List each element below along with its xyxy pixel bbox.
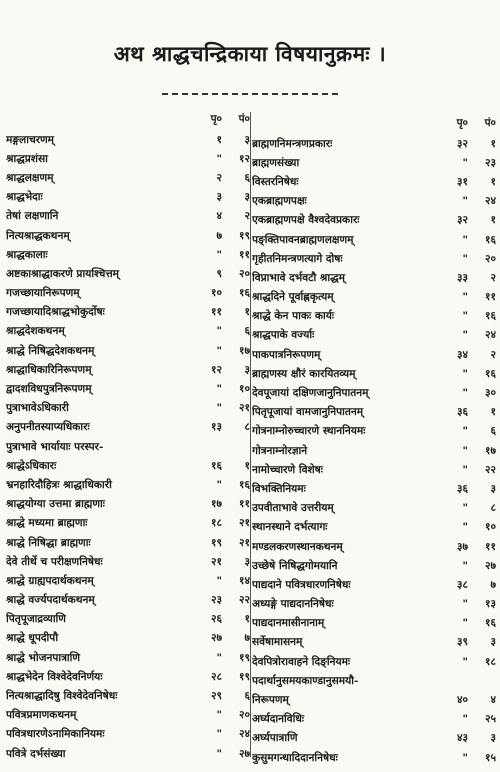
entry-page: ३२ <box>456 137 468 150</box>
entry-title: श्राद्धाधिकारिनिरूपणम् <box>6 363 92 376</box>
toc-entry <box>252 192 496 211</box>
entry-title: पदार्थानुसमयकाण्डानुसमयौ- <box>252 674 359 687</box>
entry-line: ७ <box>244 632 250 645</box>
entry-line: ११ <box>238 498 250 511</box>
entry-title: श्राद्धे ग्राह्यपदार्थकथनम् <box>6 574 94 587</box>
toc-entry <box>6 188 250 207</box>
page-header: पृ० <box>210 113 222 125</box>
entry-line: २४ <box>238 728 250 741</box>
entry-title: पाद्यदाने पवित्रधारणनिषेधः <box>252 578 351 591</box>
toc-entry <box>6 629 250 648</box>
toc-entry <box>252 153 496 172</box>
entry-page: २८ <box>210 670 222 683</box>
entry-title: नित्यश्राद्धकथनम् <box>6 229 70 242</box>
entry-page: १३ <box>210 421 222 434</box>
toc-entry <box>252 614 496 633</box>
toc-entry <box>6 610 250 629</box>
page-header: पृ० <box>456 117 468 129</box>
entry-title: एकब्राह्मणपक्षे वैश्वदेवप्रकारः <box>252 214 360 227</box>
entry-title: ब्राह्मणस्य क्षौरं कारयितव्यम् <box>252 367 356 380</box>
entry-title: श्राद्धकालाः <box>6 248 48 261</box>
entry-title: श्राद्धे निषिद्धदेशकथनम् <box>6 344 95 357</box>
toc-entry <box>252 288 496 307</box>
entry-line: ३ <box>244 133 250 146</box>
entry-line: ३ <box>244 363 250 376</box>
entry-line: ३ <box>490 482 496 495</box>
line-header: पं० <box>238 113 250 125</box>
entry-page: ३८ <box>456 578 468 591</box>
entry-line: ७ <box>490 578 496 591</box>
right-column-header <box>252 116 496 132</box>
entry-title: भ्रनहारिदौहित्रः श्राद्धाधिकारी <box>6 478 112 491</box>
entry-title: गोत्रनाम्नोरज्ञाने <box>252 444 308 457</box>
toc-entry <box>252 211 496 230</box>
entry-page: ३२ <box>456 214 468 227</box>
entry-title: मण्डलकरणस्थानकथनम् <box>252 540 343 553</box>
entry-page: २९ <box>210 690 222 703</box>
entry-line: १७ <box>484 444 496 457</box>
entry-title: श्राद्धेऽधिकारः <box>6 459 57 472</box>
entry-page: " <box>462 329 468 342</box>
toc-entry <box>252 230 496 249</box>
entry-page: " <box>216 709 222 722</box>
entry-page: २१ <box>210 555 222 568</box>
entry-title: नामोच्चारणे विशेषः <box>252 463 323 476</box>
toc-entry <box>252 499 496 518</box>
entry-line: २१ <box>238 402 250 415</box>
entry-line: ४ <box>490 694 496 707</box>
entry-line: ३ <box>244 555 250 568</box>
toc-entry <box>6 149 250 168</box>
entry-line: १६ <box>484 617 496 630</box>
entry-line: १२ <box>238 152 250 165</box>
entry-page: २६ <box>210 613 222 626</box>
entry-line: १९ <box>238 651 250 664</box>
entry-title: पाद्यदानमासीनानाम् <box>252 617 325 630</box>
toc-entry <box>6 399 250 418</box>
entry-page: ११ <box>210 306 222 319</box>
line-header: पं० <box>484 117 496 129</box>
entry-line: २३ <box>484 156 496 169</box>
entry-title: पवित्रे दर्भसंख्या <box>6 747 66 760</box>
entry-title: श्राद्धलक्षणम् <box>6 171 54 184</box>
left-column <box>6 112 250 763</box>
toc-entry <box>6 341 250 360</box>
toc-entry <box>6 744 250 763</box>
entry-title: श्राद्धदेशकथनम् <box>6 325 65 338</box>
toc-entry <box>252 633 496 652</box>
toc-entry <box>252 345 496 364</box>
entry-title: नित्यश्राद्धादिषु विश्वेदेवनिषेधः <box>6 690 118 703</box>
entry-page: " <box>462 425 468 438</box>
entry-page: " <box>216 728 222 741</box>
entry-line: १६ <box>238 287 250 300</box>
entry-title: कुसुमगन्धादिदाननिषेधः <box>252 751 338 764</box>
right-entries <box>252 134 496 767</box>
entry-line: १ <box>244 306 250 319</box>
entry-line: १ <box>490 406 496 419</box>
toc-entry <box>6 264 250 283</box>
entry-page: ३७ <box>456 540 468 553</box>
entry-title: उपवीताभावे उत्तरीयम् <box>252 502 334 515</box>
toc-entry <box>6 437 250 456</box>
entry-title: देवपूजायां दक्षिणजानुनिपातनम् <box>252 387 369 400</box>
entry-line: ११ <box>484 291 496 304</box>
entry-title: गजच्छायादिश्राद्धभोकुर्दोषः <box>6 306 105 319</box>
entry-title: अर्घ्यदानविधिः <box>252 713 305 726</box>
toc-entry <box>6 706 250 725</box>
entry-title: तेषां लक्षणानि <box>6 210 59 223</box>
left-entries <box>6 130 250 763</box>
entry-line: २७ <box>238 747 250 760</box>
entry-title: श्राद्धभेदाः <box>6 191 43 204</box>
toc-entry <box>6 552 250 571</box>
entry-title: अर्घ्यपात्राणि <box>252 732 298 745</box>
entry-title: पाकपात्रनिरूपणम् <box>252 348 321 361</box>
entry-page: " <box>462 444 468 457</box>
entry-page: ३४ <box>456 348 468 361</box>
toc-entry <box>252 307 496 326</box>
entry-line: २० <box>484 252 496 265</box>
entry-page: ७ <box>216 229 222 242</box>
entry-line: १६ <box>238 478 250 491</box>
entry-title: अष्टकाश्राद्धाकरणे प्रायश्चित्तम् <box>6 267 119 280</box>
entry-title: विप्राभावे दर्भवटौ श्राद्धम् <box>252 271 345 284</box>
entry-line: २ <box>244 210 250 223</box>
entry-line: ६ <box>244 325 250 338</box>
entry-line: ३ <box>244 191 250 204</box>
toc-entry <box>252 268 496 287</box>
entry-line: ६ <box>490 425 496 438</box>
toc-entry <box>6 514 250 533</box>
entry-title: श्राद्धप्रशंसा <box>6 152 48 165</box>
entry-line: १ <box>244 613 250 626</box>
entry-title: मङ्गलाचरणम् <box>6 133 55 146</box>
toc-entry <box>6 284 250 303</box>
entry-page: " <box>462 156 468 169</box>
title-underline <box>162 93 338 95</box>
entry-page: " <box>216 402 222 415</box>
entry-page: १६ <box>210 459 222 472</box>
entry-page: " <box>462 233 468 246</box>
entry-title: विस्तरनिषेधः <box>252 175 299 188</box>
entry-line: २० <box>238 267 250 280</box>
entry-title: श्राद्धे धूपदीपौ <box>6 632 59 645</box>
entry-title: पवित्रप्रमाणकथनम् <box>6 709 77 722</box>
entry-page: ३६ <box>456 482 468 495</box>
entry-page: १७ <box>210 498 222 511</box>
entry-page: ४३ <box>456 732 468 745</box>
toc-entry <box>6 418 250 437</box>
entry-line: १६ <box>484 310 496 323</box>
toc-entry <box>252 537 496 556</box>
entry-page: " <box>462 463 468 476</box>
entry-page: २ <box>216 171 222 184</box>
entry-page: " <box>462 751 468 764</box>
entry-page: " <box>462 367 468 380</box>
entry-page: ३९ <box>456 636 468 649</box>
entry-line: ११ <box>484 540 496 553</box>
entry-line: १६ <box>484 367 496 380</box>
entry-page: " <box>462 521 468 534</box>
toc-entry <box>252 479 496 498</box>
entry-line: २२ <box>484 463 496 476</box>
entry-line: ६ <box>244 690 250 703</box>
entry-page: ३३ <box>456 271 468 284</box>
toc-entry <box>6 533 250 552</box>
entry-page: " <box>462 252 468 265</box>
entry-page: ४ <box>216 210 222 223</box>
toc-entry <box>6 475 250 494</box>
entry-title: श्राद्धे मध्यमा ब्राह्मणाः <box>6 517 88 530</box>
toc-entry <box>252 710 496 729</box>
entry-line: ३० <box>484 387 496 400</box>
entry-line: १९ <box>238 670 250 683</box>
toc-entry <box>252 172 496 191</box>
entry-title: गृहीतनिमन्त्रणत्यागे दोषः <box>252 252 343 265</box>
entry-line: २४ <box>484 329 496 342</box>
entry-page: " <box>462 387 468 400</box>
toc-entry <box>252 326 496 345</box>
entry-title: श्राद्धदिने पूर्वाह्णकृत्यम् <box>252 291 334 304</box>
toc-entry <box>6 591 250 610</box>
toc-entry <box>252 364 496 383</box>
toc-entry <box>252 556 496 575</box>
entry-title: गोत्रनाम्नोरुच्चारणे स्थाननियमः <box>252 425 366 438</box>
page-title: अथ श्राद्धचन्द्रिकाया विषयानुक्रमः । <box>113 41 387 66</box>
entry-line: ११ <box>238 248 250 261</box>
entry-title: ब्राह्मणनिमन्त्रणप्रकारः <box>252 137 333 150</box>
entry-title: सर्वेषामासनम् <box>252 636 303 649</box>
toc-entry <box>252 690 496 709</box>
entry-line: ८ <box>490 502 496 515</box>
toc-entry <box>252 652 496 671</box>
entry-page: ३१ <box>456 175 468 188</box>
toc-entry <box>252 383 496 402</box>
toc-entry <box>6 245 250 264</box>
toc-entry <box>6 648 250 667</box>
entry-page: " <box>216 248 222 261</box>
toc-entry <box>252 595 496 614</box>
entry-title: श्राद्धे केन पाकः कार्यः <box>252 310 334 323</box>
toc-entry <box>6 379 250 398</box>
entry-page: २३ <box>210 594 222 607</box>
entry-line: १६ <box>484 233 496 246</box>
entry-page: " <box>462 502 468 515</box>
entry-title: स्थानस्थाने दर्भत्यागः <box>252 521 328 534</box>
entry-page: " <box>462 291 468 304</box>
entry-title: पवित्रधारणेऽनामिकानियमः <box>6 728 105 741</box>
entry-page: १८ <box>210 517 222 530</box>
entry-title: पङ्क्तिपावनब्राह्मणलक्षणम् <box>252 233 354 246</box>
entry-page: " <box>216 325 222 338</box>
toc-entry <box>6 495 250 514</box>
toc-entry <box>252 671 496 690</box>
entry-title: देवपित्रोरावाहने दिङ्नियमः <box>252 655 351 668</box>
toc-entry <box>6 360 250 379</box>
toc-entry <box>6 303 250 322</box>
entry-page: " <box>216 747 222 760</box>
entry-line: २५ <box>484 713 496 726</box>
entry-line: २२ <box>238 594 250 607</box>
entry-line: ८ <box>244 421 250 434</box>
entry-page: ९ <box>216 267 222 280</box>
toc-entry <box>6 725 250 744</box>
entry-title: पितृपूजाद्रव्याणि <box>6 613 66 626</box>
toc-entry <box>6 456 250 475</box>
entry-line: २ <box>490 271 496 284</box>
entry-page: " <box>462 713 468 726</box>
entry-page: " <box>462 617 468 630</box>
entry-title: निरूपणम् <box>252 694 289 707</box>
column-divider <box>250 112 251 757</box>
entry-page: " <box>462 559 468 572</box>
entry-line: २४ <box>484 195 496 208</box>
entry-line: १७ <box>238 344 250 357</box>
entry-line: ६ <box>244 171 250 184</box>
toc-entry <box>252 748 496 767</box>
toc-entry <box>6 168 250 187</box>
entry-title: पितृपूजायां वामजानुनिपातनम् <box>252 406 364 419</box>
toc-entry <box>252 422 496 441</box>
entry-title: श्राद्धभेदेन विश्वेदेवनिर्णयः <box>6 670 103 683</box>
entry-page: १० <box>210 287 222 300</box>
entry-title: अध्यङ्गे पाद्यदाननिषेधः <box>252 598 334 611</box>
entry-page: २७ <box>210 632 222 645</box>
entry-line: १० <box>238 383 250 396</box>
entry-page: " <box>216 651 222 664</box>
entry-title: ब्राह्मणसंख्या <box>252 156 300 169</box>
entry-title: द्वादशविधपुत्रनिरूपणम् <box>6 383 92 396</box>
entry-line: १५ <box>484 751 496 764</box>
entry-title: श्राद्धयोग्या उत्तमा ब्राह्मणाः <box>6 498 105 511</box>
toc-entry <box>252 403 496 422</box>
entry-line: २१ <box>238 517 250 530</box>
entry-page: ४० <box>456 694 468 707</box>
toc-entry <box>252 729 496 748</box>
entry-line: २० <box>238 709 250 722</box>
entry-page: " <box>462 655 468 668</box>
toc-entry <box>6 130 250 149</box>
toc-entry <box>252 575 496 594</box>
entry-line: १४ <box>238 574 250 587</box>
entry-line: १९ <box>238 229 250 242</box>
toc-entry <box>252 460 496 479</box>
entry-title: अनुपनीतस्याप्यधिकारः <box>6 421 90 434</box>
entry-page: " <box>216 152 222 165</box>
entry-title: श्राद्धे वर्ज्यपदार्थकथनम् <box>6 594 95 607</box>
entry-page: ३ <box>216 191 222 204</box>
entry-line: २१ <box>238 536 250 549</box>
entry-title: श्राद्धे भोजनपात्राणि <box>6 651 81 664</box>
entry-page: " <box>462 195 468 208</box>
toc-entry <box>252 518 496 537</box>
entry-title: श्राद्धे निषिद्धा ब्राह्मणाः <box>6 536 91 549</box>
entry-title: एकब्राह्मणपक्षः <box>252 195 307 208</box>
entry-title: पुत्राभावेऽधिकारी <box>6 402 69 415</box>
entry-page: " <box>462 598 468 611</box>
toc-entry <box>6 667 250 686</box>
entry-title: देवे तीर्थे च परीक्षणनिषेधः <box>6 555 103 568</box>
toc-entry <box>252 134 496 153</box>
entry-page: " <box>216 478 222 491</box>
entry-title: विभक्तिनियमः <box>252 482 306 495</box>
entry-line: १८ <box>484 655 496 668</box>
toc-entry <box>252 249 496 268</box>
entry-line: १ <box>490 214 496 227</box>
entry-line: १ <box>490 175 496 188</box>
entry-line: २७ <box>484 559 496 572</box>
entry-line: ३ <box>490 636 496 649</box>
entry-page: १ <box>216 133 222 146</box>
toc-entry <box>6 322 250 341</box>
toc-entry <box>252 441 496 460</box>
entry-line: १ <box>244 459 250 472</box>
entry-page: १९ <box>210 536 222 549</box>
right-column <box>252 112 496 767</box>
entry-line: १० <box>484 521 496 534</box>
entry-title: पुत्राभावे भार्यायाः परस्पर- <box>6 440 104 453</box>
entry-line: ३ <box>490 732 496 745</box>
entry-page: " <box>216 383 222 396</box>
toc-entry <box>6 686 250 705</box>
entry-line: १ <box>490 137 496 150</box>
entry-page: " <box>216 574 222 587</box>
entry-line: १३ <box>484 598 496 611</box>
toc-entry <box>6 207 250 226</box>
left-column-header <box>6 112 250 128</box>
entry-title: गजच्छायानिरूपणम् <box>6 287 80 300</box>
entry-line: २ <box>490 348 496 361</box>
entry-page: " <box>216 344 222 357</box>
entry-title: उच्छेषे निषिद्धगोमयानि <box>252 559 338 572</box>
toc-entry <box>6 226 250 245</box>
entry-page: " <box>462 310 468 323</box>
entry-page: ३६ <box>456 406 468 419</box>
entry-title: श्राद्धपाके वर्ज्याः <box>252 329 315 342</box>
entry-page: १२ <box>210 363 222 376</box>
toc-entry <box>6 571 250 590</box>
